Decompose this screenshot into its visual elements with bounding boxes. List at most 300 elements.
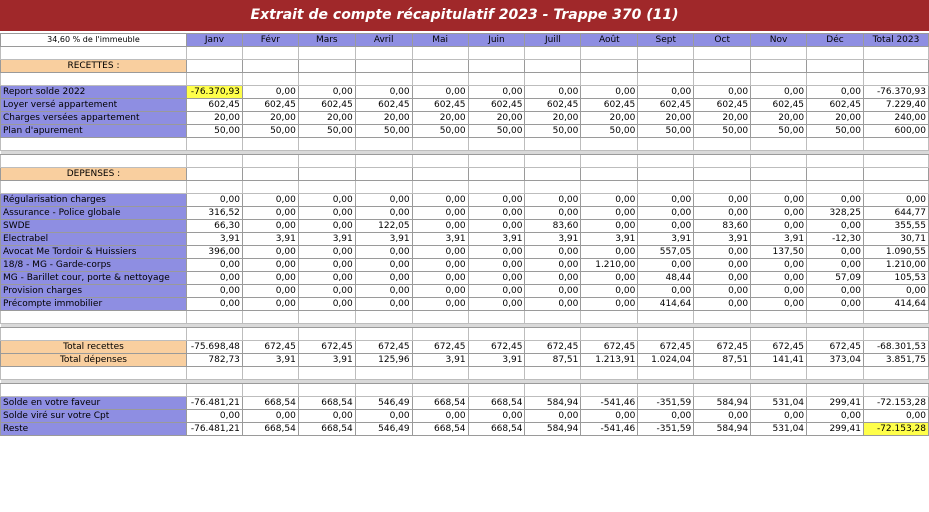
row-label[interactable]: Reste (1, 423, 187, 436)
empty-cell[interactable] (581, 73, 638, 86)
value-cell[interactable]: 0,00 (638, 220, 694, 233)
empty-cell[interactable] (581, 367, 638, 380)
value-cell[interactable]: -351,59 (638, 423, 694, 436)
empty-cell[interactable] (242, 328, 298, 341)
row-label[interactable]: Assurance - Police globale (1, 207, 187, 220)
value-cell[interactable]: 0,00 (242, 86, 298, 99)
empty-cell[interactable] (694, 181, 751, 194)
value-cell[interactable]: 50,00 (468, 125, 525, 138)
empty-cell[interactable] (638, 367, 694, 380)
value-cell[interactable]: 20,00 (694, 112, 751, 125)
empty-cell[interactable] (694, 328, 751, 341)
value-cell[interactable]: 0,00 (186, 194, 242, 207)
empty-cell[interactable] (242, 60, 298, 73)
value-cell[interactable]: 20,00 (412, 112, 468, 125)
empty-cell[interactable] (468, 384, 525, 397)
value-cell[interactable]: 668,54 (298, 423, 355, 436)
value-cell[interactable]: 3,91 (412, 233, 468, 246)
value-cell[interactable]: 3,91 (186, 233, 242, 246)
row-label[interactable]: Provision charges (1, 285, 187, 298)
empty-cell[interactable] (186, 367, 242, 380)
value-cell[interactable]: 87,51 (525, 354, 581, 367)
value-cell[interactable]: 0,00 (355, 259, 412, 272)
value-cell[interactable]: 0,00 (581, 298, 638, 311)
empty-cell[interactable] (863, 155, 928, 168)
empty-cell[interactable] (1, 181, 187, 194)
empty-cell[interactable] (751, 47, 807, 60)
empty-cell[interactable] (525, 181, 581, 194)
empty-cell[interactable] (242, 181, 298, 194)
value-cell[interactable]: -351,59 (638, 397, 694, 410)
empty-cell[interactable] (468, 73, 525, 86)
empty-cell[interactable] (355, 60, 412, 73)
empty-cell[interactable] (298, 155, 355, 168)
value-cell[interactable]: 50,00 (581, 125, 638, 138)
empty-cell[interactable] (412, 155, 468, 168)
row-label[interactable]: Solde viré sur votre Cpt (1, 410, 187, 423)
value-cell[interactable]: 137,50 (751, 246, 807, 259)
empty-cell[interactable] (242, 367, 298, 380)
empty-cell[interactable] (694, 168, 751, 181)
depenses-section-label[interactable]: DEPENSES : (1, 168, 187, 181)
value-cell[interactable]: 0,00 (242, 285, 298, 298)
empty-cell[interactable] (638, 47, 694, 60)
value-cell[interactable]: 0,00 (581, 194, 638, 207)
value-cell[interactable]: 672,45 (525, 341, 581, 354)
month-header[interactable]: Janv (186, 34, 242, 47)
value-cell[interactable]: 668,54 (468, 423, 525, 436)
value-cell[interactable]: 50,00 (186, 125, 242, 138)
total-cell[interactable]: 240,00 (863, 112, 928, 125)
empty-cell[interactable] (1, 155, 187, 168)
value-cell[interactable]: 0,00 (581, 272, 638, 285)
value-cell[interactable]: 328,25 (807, 207, 864, 220)
value-cell[interactable]: 3,91 (525, 233, 581, 246)
value-cell[interactable]: 668,54 (412, 397, 468, 410)
empty-cell[interactable] (1, 73, 187, 86)
value-cell[interactable]: 0,00 (581, 220, 638, 233)
value-cell[interactable]: 0,00 (807, 298, 864, 311)
value-cell[interactable]: 20,00 (298, 112, 355, 125)
value-cell[interactable]: 0,00 (186, 410, 242, 423)
month-header[interactable]: Avril (355, 34, 412, 47)
value-cell[interactable]: 0,00 (581, 86, 638, 99)
value-cell[interactable]: 0,00 (412, 285, 468, 298)
value-cell[interactable]: 0,00 (694, 285, 751, 298)
value-cell[interactable]: 0,00 (694, 194, 751, 207)
value-cell[interactable]: 0,00 (186, 298, 242, 311)
value-cell[interactable]: 373,04 (807, 354, 864, 367)
value-cell[interactable]: 0,00 (751, 194, 807, 207)
value-cell[interactable]: 0,00 (298, 410, 355, 423)
value-cell[interactable]: 0,00 (468, 410, 525, 423)
value-cell[interactable]: 0,00 (298, 285, 355, 298)
value-cell[interactable]: 0,00 (186, 285, 242, 298)
total-cell[interactable]: 600,00 (863, 125, 928, 138)
value-cell[interactable]: 20,00 (807, 112, 864, 125)
empty-cell[interactable] (355, 168, 412, 181)
empty-cell[interactable] (355, 47, 412, 60)
empty-cell[interactable] (186, 328, 242, 341)
empty-cell[interactable] (355, 73, 412, 86)
value-cell[interactable]: 50,00 (694, 125, 751, 138)
empty-cell[interactable] (638, 73, 694, 86)
value-cell[interactable]: 0,00 (751, 298, 807, 311)
value-cell[interactable]: 0,00 (807, 285, 864, 298)
empty-cell[interactable] (242, 155, 298, 168)
value-cell[interactable]: 672,45 (242, 341, 298, 354)
empty-cell[interactable] (525, 155, 581, 168)
empty-cell[interactable] (807, 60, 864, 73)
empty-cell[interactable] (186, 168, 242, 181)
value-cell[interactable]: 20,00 (468, 112, 525, 125)
value-cell[interactable]: 0,00 (242, 246, 298, 259)
value-cell[interactable]: 602,45 (468, 99, 525, 112)
value-cell[interactable]: 0,00 (525, 246, 581, 259)
value-cell[interactable]: 0,00 (807, 410, 864, 423)
empty-cell[interactable] (525, 138, 581, 151)
value-cell[interactable]: 0,00 (581, 207, 638, 220)
empty-cell[interactable] (525, 311, 581, 324)
empty-cell[interactable] (807, 311, 864, 324)
value-cell[interactable]: 0,00 (412, 207, 468, 220)
row-label[interactable]: Total dépenses (1, 354, 187, 367)
empty-cell[interactable] (186, 60, 242, 73)
month-header[interactable]: Mai (412, 34, 468, 47)
empty-cell[interactable] (751, 384, 807, 397)
month-header[interactable]: Févr (242, 34, 298, 47)
empty-cell[interactable] (468, 311, 525, 324)
total-cell[interactable]: 414,64 (863, 298, 928, 311)
empty-cell[interactable] (298, 384, 355, 397)
empty-cell[interactable] (581, 47, 638, 60)
value-cell[interactable]: 0,00 (468, 285, 525, 298)
empty-cell[interactable] (807, 181, 864, 194)
month-header[interactable]: Sept (638, 34, 694, 47)
value-cell[interactable]: 0,00 (751, 272, 807, 285)
total-cell[interactable]: 3.851,75 (863, 354, 928, 367)
total-cell[interactable]: -72.153,28 (863, 397, 928, 410)
value-cell[interactable]: 20,00 (355, 112, 412, 125)
value-cell[interactable]: 0,00 (807, 259, 864, 272)
value-cell[interactable]: 66,30 (186, 220, 242, 233)
value-cell[interactable]: 0,00 (525, 272, 581, 285)
value-cell[interactable]: 0,00 (355, 410, 412, 423)
empty-cell[interactable] (412, 384, 468, 397)
value-cell[interactable]: 672,45 (581, 341, 638, 354)
value-cell[interactable]: 0,00 (581, 285, 638, 298)
value-cell[interactable]: 782,73 (186, 354, 242, 367)
value-cell[interactable]: 50,00 (242, 125, 298, 138)
value-cell[interactable]: 672,45 (751, 341, 807, 354)
value-cell[interactable]: 20,00 (186, 112, 242, 125)
empty-cell[interactable] (581, 181, 638, 194)
value-cell[interactable]: 50,00 (638, 125, 694, 138)
value-cell[interactable]: 20,00 (581, 112, 638, 125)
value-cell[interactable]: 0,00 (807, 86, 864, 99)
empty-cell[interactable] (525, 73, 581, 86)
row-label[interactable]: Avocat Me Tordoir & Huissiers (1, 246, 187, 259)
value-cell[interactable]: 0,00 (298, 272, 355, 285)
value-cell[interactable]: 0,00 (694, 298, 751, 311)
value-cell[interactable]: 672,45 (355, 341, 412, 354)
empty-cell[interactable] (751, 311, 807, 324)
empty-cell[interactable] (355, 328, 412, 341)
value-cell[interactable]: 20,00 (242, 112, 298, 125)
empty-cell[interactable] (298, 367, 355, 380)
total-cell[interactable]: 105,53 (863, 272, 928, 285)
value-cell[interactable]: 0,00 (186, 272, 242, 285)
value-cell[interactable]: 1.213,91 (581, 354, 638, 367)
value-cell[interactable]: 668,54 (242, 397, 298, 410)
value-cell[interactable]: 50,00 (355, 125, 412, 138)
value-cell[interactable]: 0,00 (355, 194, 412, 207)
empty-cell[interactable] (807, 138, 864, 151)
empty-cell[interactable] (807, 384, 864, 397)
value-cell[interactable]: 0,00 (186, 259, 242, 272)
empty-cell[interactable] (186, 384, 242, 397)
value-cell[interactable]: 0,00 (412, 194, 468, 207)
value-cell[interactable]: 672,45 (694, 341, 751, 354)
empty-cell[interactable] (468, 138, 525, 151)
value-cell[interactable]: 414,64 (638, 298, 694, 311)
empty-cell[interactable] (863, 60, 928, 73)
value-cell[interactable]: 602,45 (412, 99, 468, 112)
value-cell[interactable]: 602,45 (355, 99, 412, 112)
value-cell[interactable]: 396,00 (186, 246, 242, 259)
recettes-section-label[interactable]: RECETTES : (1, 60, 187, 73)
value-cell[interactable]: 50,00 (298, 125, 355, 138)
empty-cell[interactable] (242, 47, 298, 60)
value-cell[interactable]: 602,45 (807, 99, 864, 112)
value-cell[interactable]: 20,00 (638, 112, 694, 125)
value-cell[interactable]: 3,91 (298, 233, 355, 246)
value-cell[interactable]: 0,00 (242, 220, 298, 233)
value-cell[interactable]: 0,00 (298, 194, 355, 207)
empty-cell[interactable] (298, 138, 355, 151)
empty-cell[interactable] (1, 328, 187, 341)
value-cell[interactable]: 0,00 (355, 86, 412, 99)
empty-cell[interactable] (355, 138, 412, 151)
empty-cell[interactable] (468, 181, 525, 194)
value-cell[interactable]: 0,00 (468, 272, 525, 285)
value-cell[interactable]: 0,00 (807, 220, 864, 233)
value-cell[interactable]: 0,00 (298, 298, 355, 311)
value-cell[interactable]: 584,94 (694, 397, 751, 410)
value-cell[interactable]: 0,00 (242, 272, 298, 285)
total-cell[interactable]: 1.210,00 (863, 259, 928, 272)
total-cell[interactable]: 7.229,40 (863, 99, 928, 112)
value-cell[interactable]: 0,00 (525, 285, 581, 298)
value-cell[interactable]: 87,51 (694, 354, 751, 367)
value-cell[interactable]: 0,00 (694, 272, 751, 285)
value-cell[interactable]: 3,91 (355, 233, 412, 246)
value-cell[interactable]: 602,45 (186, 99, 242, 112)
empty-cell[interactable] (298, 181, 355, 194)
row-label[interactable]: Précompte immobilier (1, 298, 187, 311)
empty-cell[interactable] (355, 367, 412, 380)
empty-cell[interactable] (638, 138, 694, 151)
empty-cell[interactable] (186, 155, 242, 168)
value-cell[interactable]: 0,00 (468, 86, 525, 99)
empty-cell[interactable] (581, 311, 638, 324)
value-cell[interactable]: 0,00 (638, 410, 694, 423)
empty-cell[interactable] (525, 60, 581, 73)
value-cell[interactable]: 557,05 (638, 246, 694, 259)
total-cell[interactable]: 0,00 (863, 410, 928, 423)
empty-cell[interactable] (581, 168, 638, 181)
total-header[interactable]: Total 2023 (863, 34, 928, 47)
empty-cell[interactable] (1, 384, 187, 397)
value-cell[interactable]: 3,91 (412, 354, 468, 367)
empty-cell[interactable] (186, 138, 242, 151)
empty-cell[interactable] (242, 384, 298, 397)
value-cell[interactable]: 3,91 (751, 233, 807, 246)
value-cell[interactable]: 0,00 (807, 246, 864, 259)
empty-cell[interactable] (468, 328, 525, 341)
value-cell[interactable]: 672,45 (468, 341, 525, 354)
value-cell[interactable]: 0,00 (412, 410, 468, 423)
empty-cell[interactable] (807, 168, 864, 181)
value-cell[interactable]: 0,00 (242, 298, 298, 311)
value-cell[interactable]: 546,49 (355, 397, 412, 410)
empty-cell[interactable] (751, 367, 807, 380)
value-cell[interactable]: 0,00 (751, 410, 807, 423)
value-cell[interactable]: 3,91 (298, 354, 355, 367)
value-cell[interactable]: 546,49 (355, 423, 412, 436)
empty-cell[interactable] (468, 155, 525, 168)
value-cell[interactable]: 672,45 (807, 341, 864, 354)
value-cell[interactable]: 0,00 (298, 207, 355, 220)
value-cell[interactable]: 0,00 (751, 86, 807, 99)
value-cell[interactable]: 3,91 (468, 233, 525, 246)
empty-cell[interactable] (525, 384, 581, 397)
empty-cell[interactable] (525, 168, 581, 181)
value-cell[interactable]: 668,54 (242, 423, 298, 436)
value-cell[interactable]: 57,09 (807, 272, 864, 285)
row-label[interactable]: Solde en votre faveur (1, 397, 187, 410)
empty-cell[interactable] (807, 73, 864, 86)
value-cell[interactable]: -76.370,93 (186, 86, 242, 99)
total-cell[interactable]: 355,55 (863, 220, 928, 233)
value-cell[interactable]: 0,00 (694, 410, 751, 423)
empty-cell[interactable] (863, 367, 928, 380)
month-header[interactable]: Oct (694, 34, 751, 47)
total-cell[interactable]: -68.301,53 (863, 341, 928, 354)
value-cell[interactable]: 584,94 (525, 397, 581, 410)
row-label[interactable]: Report solde 2022 (1, 86, 187, 99)
empty-cell[interactable] (581, 155, 638, 168)
value-cell[interactable]: 602,45 (751, 99, 807, 112)
empty-cell[interactable] (525, 328, 581, 341)
empty-cell[interactable] (468, 367, 525, 380)
value-cell[interactable]: 584,94 (525, 423, 581, 436)
value-cell[interactable]: 0,00 (581, 410, 638, 423)
value-cell[interactable]: 672,45 (638, 341, 694, 354)
empty-cell[interactable] (412, 60, 468, 73)
value-cell[interactable]: 20,00 (525, 112, 581, 125)
total-cell[interactable]: 0,00 (863, 194, 928, 207)
value-cell[interactable]: 0,00 (242, 259, 298, 272)
total-cell[interactable]: 1.090,55 (863, 246, 928, 259)
empty-cell[interactable] (581, 384, 638, 397)
empty-cell[interactable] (355, 155, 412, 168)
row-label[interactable]: Loyer versé appartement (1, 99, 187, 112)
empty-cell[interactable] (807, 47, 864, 60)
empty-cell[interactable] (694, 47, 751, 60)
value-cell[interactable]: 0,00 (525, 207, 581, 220)
value-cell[interactable]: 0,00 (242, 194, 298, 207)
value-cell[interactable]: 0,00 (694, 246, 751, 259)
empty-cell[interactable] (751, 168, 807, 181)
total-cell[interactable]: 0,00 (863, 285, 928, 298)
value-cell[interactable]: 0,00 (525, 298, 581, 311)
row-label[interactable]: Charges versées appartement (1, 112, 187, 125)
value-cell[interactable]: -76.481,21 (186, 423, 242, 436)
value-cell[interactable]: 602,45 (694, 99, 751, 112)
total-cell[interactable]: -76.370,93 (863, 86, 928, 99)
value-cell[interactable]: 0,00 (298, 259, 355, 272)
value-cell[interactable]: -76.481,21 (186, 397, 242, 410)
empty-cell[interactable] (355, 311, 412, 324)
value-cell[interactable]: 0,00 (751, 220, 807, 233)
empty-cell[interactable] (863, 328, 928, 341)
share-label[interactable]: 34,60 % de l'immeuble (1, 34, 187, 47)
empty-cell[interactable] (751, 138, 807, 151)
empty-cell[interactable] (412, 328, 468, 341)
empty-cell[interactable] (694, 138, 751, 151)
value-cell[interactable]: 0,00 (751, 285, 807, 298)
empty-cell[interactable] (863, 168, 928, 181)
empty-cell[interactable] (412, 311, 468, 324)
value-cell[interactable]: 50,00 (525, 125, 581, 138)
empty-cell[interactable] (1, 138, 187, 151)
value-cell[interactable]: 1.024,04 (638, 354, 694, 367)
value-cell[interactable]: 20,00 (751, 112, 807, 125)
value-cell[interactable]: 48,44 (638, 272, 694, 285)
value-cell[interactable]: 531,04 (751, 397, 807, 410)
value-cell[interactable]: 672,45 (298, 341, 355, 354)
value-cell[interactable]: 0,00 (242, 207, 298, 220)
empty-cell[interactable] (298, 60, 355, 73)
empty-cell[interactable] (186, 311, 242, 324)
total-cell[interactable]: 30,71 (863, 233, 928, 246)
empty-cell[interactable] (186, 181, 242, 194)
empty-cell[interactable] (751, 328, 807, 341)
value-cell[interactable]: 0,00 (355, 246, 412, 259)
value-cell[interactable]: 0,00 (468, 194, 525, 207)
value-cell[interactable]: 3,91 (468, 354, 525, 367)
value-cell[interactable]: 672,45 (412, 341, 468, 354)
month-header[interactable]: Déc (807, 34, 864, 47)
row-label[interactable]: Total recettes (1, 341, 187, 354)
empty-cell[interactable] (242, 311, 298, 324)
value-cell[interactable]: 0,00 (355, 298, 412, 311)
value-cell[interactable]: 0,00 (242, 410, 298, 423)
empty-cell[interactable] (863, 311, 928, 324)
value-cell[interactable]: 141,41 (751, 354, 807, 367)
value-cell[interactable]: 299,41 (807, 397, 864, 410)
value-cell[interactable]: 668,54 (468, 397, 525, 410)
empty-cell[interactable] (638, 328, 694, 341)
value-cell[interactable]: -75.698,48 (186, 341, 242, 354)
empty-cell[interactable] (807, 367, 864, 380)
value-cell[interactable]: 0,00 (298, 86, 355, 99)
value-cell[interactable]: 602,45 (298, 99, 355, 112)
month-header[interactable]: Juin (468, 34, 525, 47)
empty-cell[interactable] (581, 138, 638, 151)
empty-cell[interactable] (1, 47, 187, 60)
